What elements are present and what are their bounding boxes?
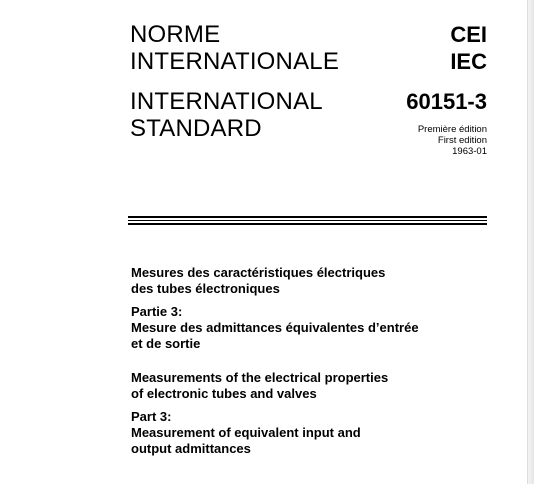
standard-id-block [406, 21, 487, 115]
edition-info [418, 124, 487, 157]
english-part-title [131, 409, 491, 457]
norme-label: NORME [130, 21, 221, 48]
french-part-title [131, 304, 491, 352]
english-main-title-line-1: Measurements of the electrical properties [131, 370, 389, 385]
divider-rule-bottom [128, 223, 487, 225]
standard-number: 60151-3 [406, 89, 487, 114]
standard-label: STANDARD [130, 115, 262, 142]
english-subtitle-line-2: output admittances [131, 441, 251, 456]
english-main-title [131, 370, 491, 402]
french-main-title-line-1: Mesures des caractéristiques électriques [131, 265, 386, 280]
english-main-title-line-2: of electronic tubes and valves [131, 386, 317, 401]
edition-french: Première édition [417, 124, 487, 135]
international-label: INTERNATIONAL [130, 88, 323, 115]
document-titles [131, 265, 491, 457]
english-part-label: Part 3: [131, 409, 172, 424]
french-subtitle-line-1: Mesure des admittances équivalentes d’entrée [131, 320, 419, 335]
edition-english: First edition [437, 135, 487, 146]
french-main-title [131, 265, 491, 297]
divider-rule-middle [128, 220, 487, 221]
org-cei: CEI [450, 22, 487, 47]
edition-date: 1963-01 [452, 146, 487, 157]
internationale-label: INTERNATIONALE [130, 48, 340, 75]
standard-type-french [130, 21, 339, 75]
french-subtitle-line-2: et de sortie [131, 336, 201, 351]
page-edge [527, 0, 534, 484]
french-part-label: Partie 3: [131, 304, 183, 319]
standard-type-english [130, 88, 339, 142]
french-main-title-line-2: des tubes électroniques [131, 281, 280, 296]
divider-rule-top [128, 216, 487, 218]
org-iec: IEC [450, 49, 487, 74]
standard-type-block [130, 21, 339, 142]
english-subtitle-line-1: Measurement of equivalent input and [131, 425, 361, 440]
